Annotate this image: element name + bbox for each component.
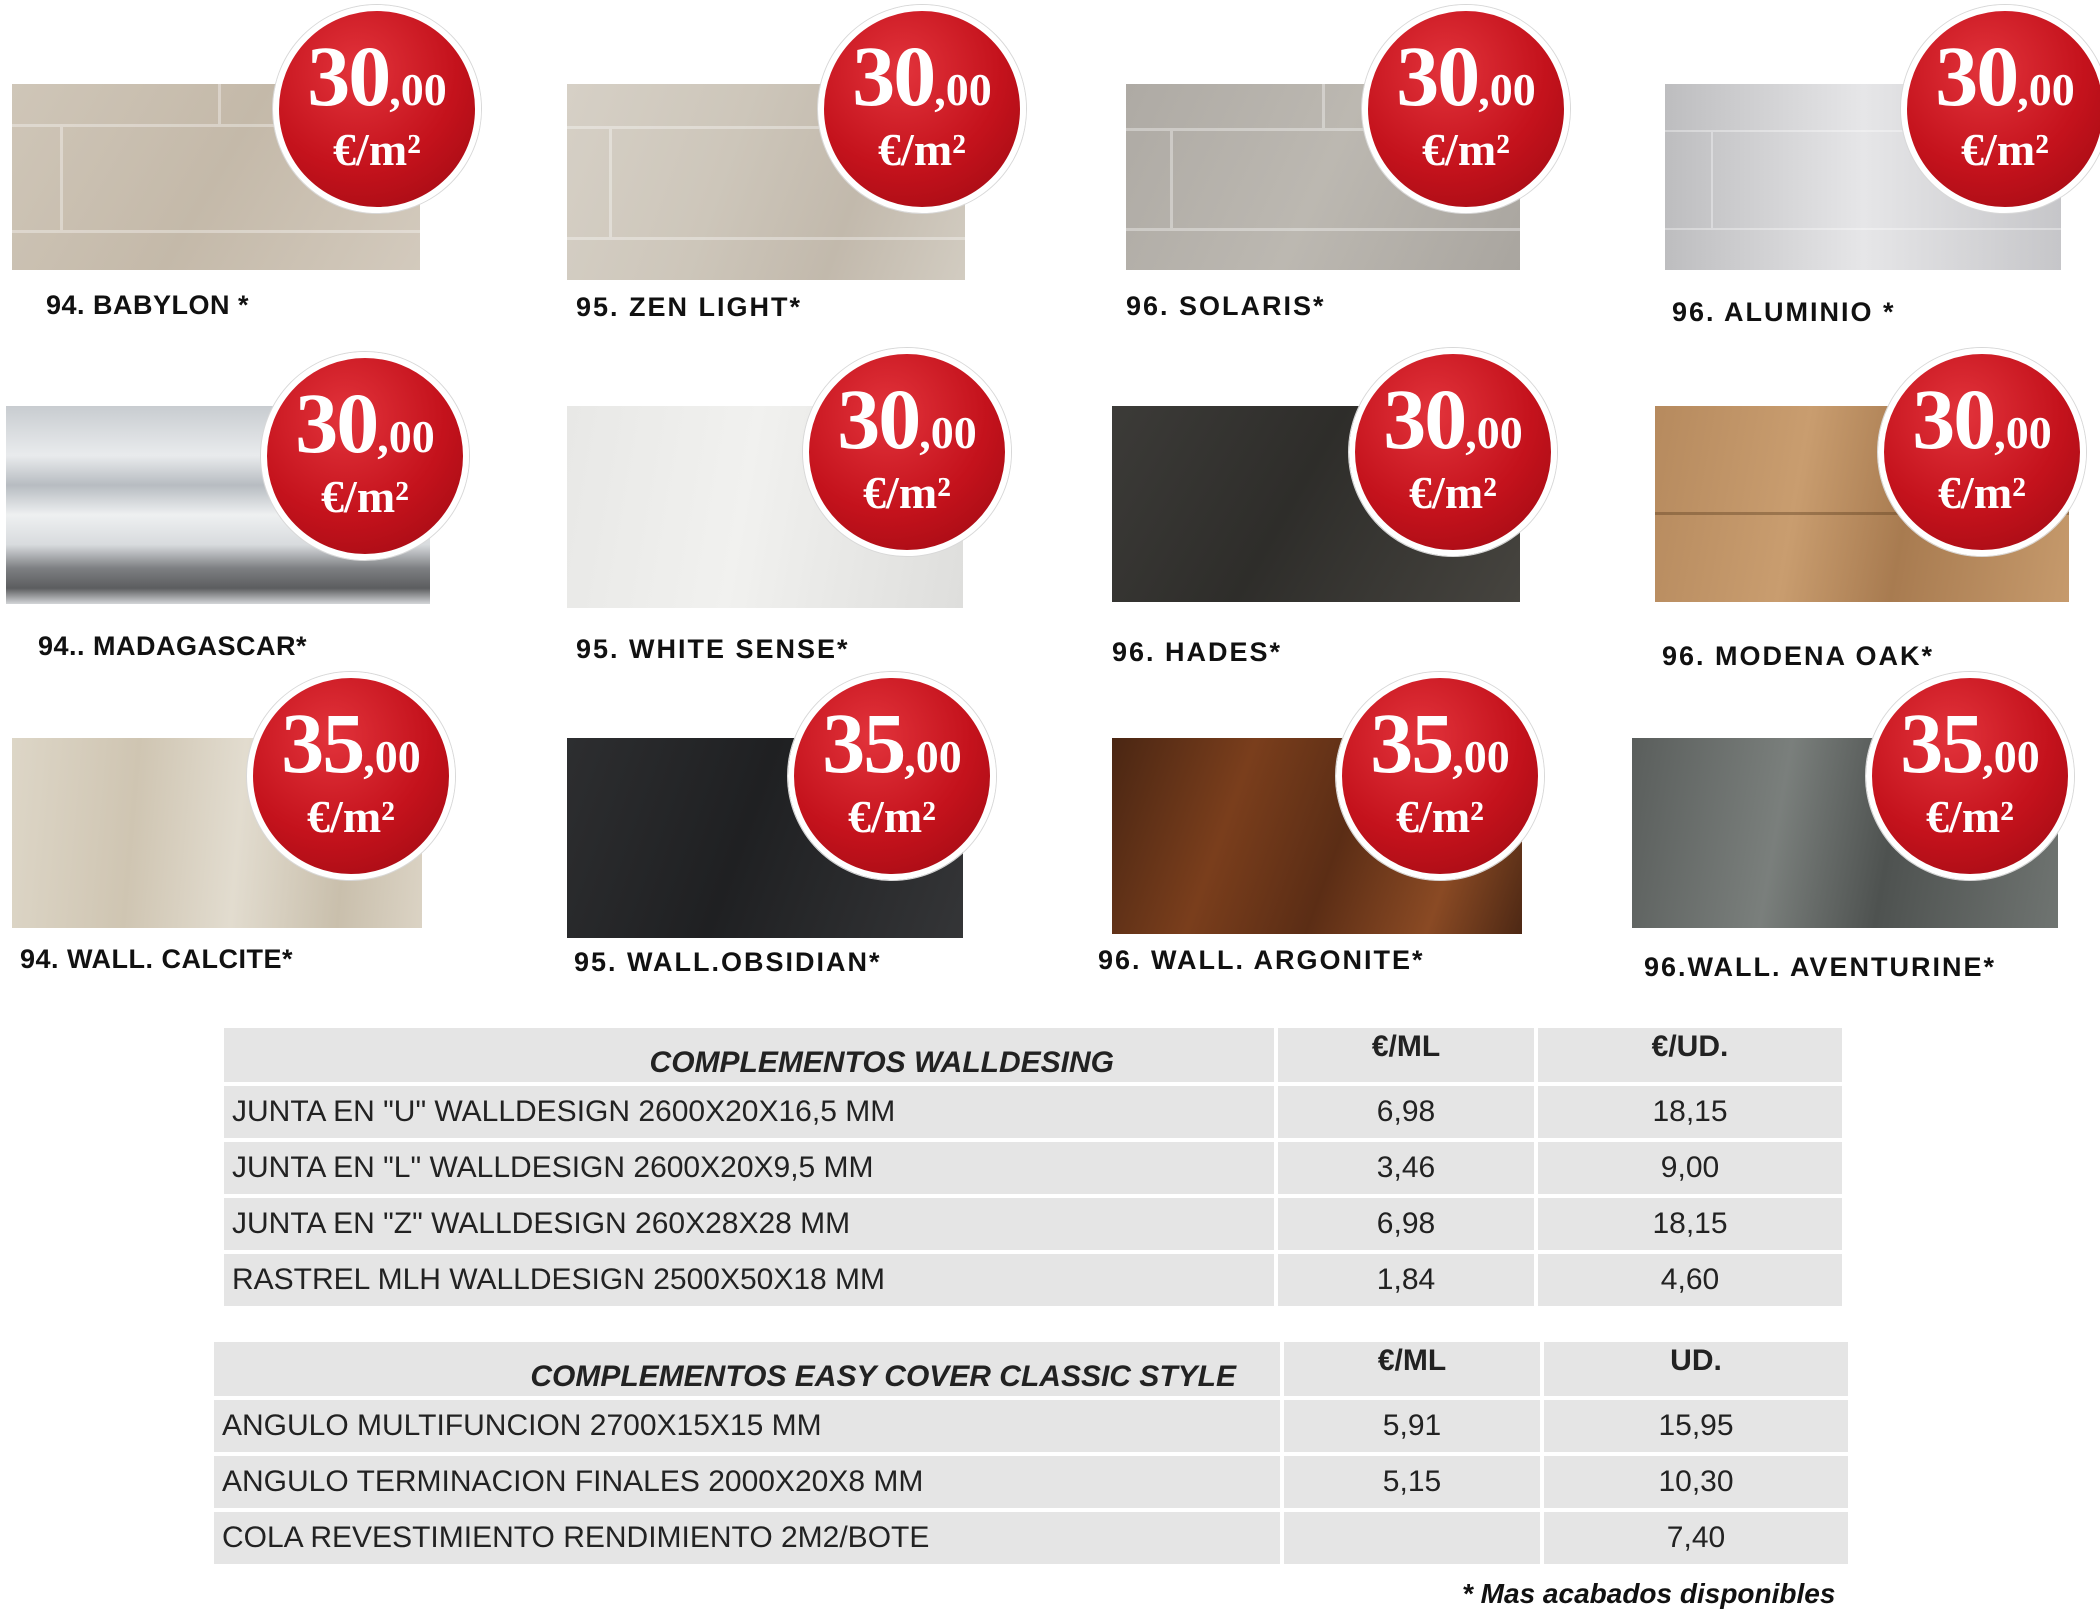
table-title: COMPLEMENTOS EASY COVER CLASSIC STYLE [214,1342,1284,1400]
price-per-unit: 7,40 [1544,1512,1852,1568]
price-badge: 35,00 €/m² [1336,672,1544,880]
price-per-ml: 3,46 [1278,1142,1538,1198]
product-label: 96. HADES* [1112,637,1283,667]
item-description: ANGULO TERMINACION FINALES 2000X20X8 MM [214,1456,1284,1512]
table-row [214,1456,1852,1512]
price-per-ml: 1,84 [1278,1254,1538,1310]
table-row [224,1254,1846,1310]
price-per-unit: 10,30 [1544,1456,1852,1512]
item-description: JUNTA EN "U" WALLDESIGN 2600X20X16,5 MM [224,1086,1278,1142]
column-header-ud: UD. [1544,1342,1852,1400]
price-badge: 30,00 €/m² [1362,5,1570,213]
column-header-ml: €/ML [1284,1342,1544,1400]
product-label: 96.WALL. AVENTURINE* [1644,952,1997,982]
easy-cover-accessories-table [214,1342,1852,1568]
price-badge: 30,00 €/m² [818,5,1026,213]
product-label: 94.. MADAGASCAR* [38,631,308,661]
price-per-unit: 15,95 [1544,1400,1852,1456]
price-badge: 35,00 €/m² [788,672,996,880]
price-per-ml: 6,98 [1278,1198,1538,1254]
price-per-unit: 9,00 [1538,1142,1846,1198]
table-row [224,1086,1846,1142]
product-label: 95. ZEN LIGHT* [576,292,803,322]
table-row [224,1142,1846,1198]
price-per-ml: 5,91 [1284,1400,1544,1456]
price-badge: 30,00 €/m² [1349,348,1557,556]
price-per-ml: 6,98 [1278,1086,1538,1142]
table-row [214,1400,1852,1456]
product-label: 96. ALUMINIO * [1672,297,1896,327]
price-badge: 35,00 €/m² [247,672,455,880]
table-row [224,1198,1846,1254]
price-badge: 30,00 €/m² [261,352,469,560]
product-label: 96. MODENA OAK* [1662,641,1935,671]
price-per-ml: 5,15 [1284,1456,1544,1512]
product-label: 94. WALL. CALCITE* [20,944,294,974]
column-header-ud: €/UD. [1538,1028,1846,1086]
item-description: JUNTA EN "Z" WALLDESIGN 260X28X28 MM [224,1198,1278,1254]
table-row [214,1512,1852,1568]
product-label: 96. SOLARIS* [1126,291,1326,321]
table-title: COMPLEMENTOS WALLDESING [224,1028,1278,1086]
price-badge: 30,00 €/m² [1878,348,2086,556]
item-description: COLA REVESTIMIENTO RENDIMIENTO 2M2/BOTE [214,1512,1284,1568]
product-label: 96. WALL. ARGONITE* [1098,945,1425,975]
price-badge: 30,00 €/m² [1901,5,2100,213]
product-label: 95. WALL.OBSIDIAN* [574,947,882,977]
column-header-ml: €/ML [1278,1028,1538,1086]
product-label: 95. WHITE SENSE* [576,634,850,664]
price-per-unit: 18,15 [1538,1086,1846,1142]
item-description: ANGULO MULTIFUNCION 2700X15X15 MM [214,1400,1284,1456]
item-description: RASTREL MLH WALLDESIGN 2500X50X18 MM [224,1254,1278,1310]
price-per-unit: 18,15 [1538,1198,1846,1254]
price-per-ml [1284,1512,1544,1568]
price-badge: 30,00 €/m² [803,348,1011,556]
item-description: JUNTA EN "L" WALLDESIGN 2600X20X9,5 MM [224,1142,1278,1198]
price-badge: 35,00 €/m² [1866,672,2074,880]
walldesign-accessories-table [224,1028,1846,1310]
price-badge: 30,00 €/m² [273,5,481,213]
footnote: * Mas acabados disponibles [1462,1578,1836,1609]
product-label: 94. BABYLON * [46,290,250,320]
price-per-unit: 4,60 [1538,1254,1846,1310]
